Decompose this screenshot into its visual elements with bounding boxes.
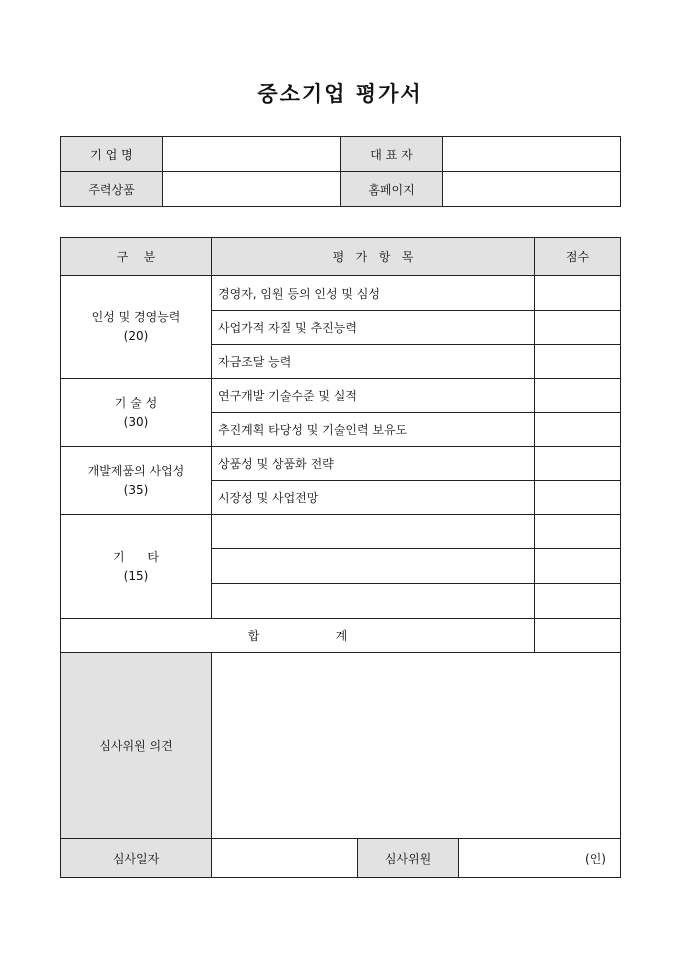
score-cell[interactable] bbox=[535, 584, 621, 619]
score-cell[interactable] bbox=[535, 276, 621, 311]
eval-item: 시장성 및 사업전망 bbox=[212, 481, 535, 515]
opinion-field[interactable] bbox=[212, 653, 621, 839]
seal-mark: (인) bbox=[585, 851, 606, 866]
company-name-label: 기 업 명 bbox=[61, 137, 163, 172]
ceo-label: 대 표 자 bbox=[341, 137, 443, 172]
eval-item: 상품성 및 상품화 전략 bbox=[212, 447, 535, 481]
homepage-label: 홈페이지 bbox=[341, 172, 443, 207]
score-cell[interactable] bbox=[535, 413, 621, 447]
eval-item[interactable] bbox=[212, 515, 535, 549]
page-title: 중소기업 평가서 bbox=[257, 81, 423, 106]
score-cell[interactable] bbox=[535, 515, 621, 549]
group-name: 개발제품의 사업성 bbox=[87, 463, 185, 478]
eval-item[interactable] bbox=[212, 549, 535, 584]
group-label bbox=[61, 379, 212, 447]
main-product-label: 주력상품 bbox=[61, 172, 163, 207]
group-label bbox=[61, 447, 212, 515]
group-points: (30) bbox=[123, 414, 149, 429]
company-info-table bbox=[60, 136, 621, 207]
opinion-label: 심사위원 의견 bbox=[61, 653, 212, 839]
reviewer-field[interactable] bbox=[459, 839, 620, 877]
group-label bbox=[61, 515, 212, 619]
eval-item: 연구개발 기술수준 및 실적 bbox=[212, 379, 535, 413]
score-cell[interactable] bbox=[535, 481, 621, 515]
company-name-field[interactable] bbox=[163, 137, 341, 172]
score-cell[interactable] bbox=[535, 447, 621, 481]
group-name: 기 타 bbox=[112, 549, 160, 564]
total-label: 합 계 bbox=[61, 619, 535, 653]
eval-item[interactable] bbox=[212, 584, 535, 619]
score-cell[interactable] bbox=[535, 379, 621, 413]
score-cell[interactable] bbox=[535, 549, 621, 584]
reviewer-label: 심사위원 bbox=[358, 839, 459, 877]
main-product-field[interactable] bbox=[163, 172, 341, 207]
eval-item: 사업가적 자질 및 추진능력 bbox=[212, 311, 535, 345]
score-cell[interactable] bbox=[535, 311, 621, 345]
group-name: 기 술 성 bbox=[114, 395, 158, 410]
signature-row bbox=[212, 839, 621, 878]
eval-item: 경영자, 임원 등의 인성 및 심성 bbox=[212, 276, 535, 311]
review-date-label: 심사일자 bbox=[61, 839, 212, 878]
homepage-field[interactable] bbox=[443, 172, 621, 207]
group-points: (15) bbox=[123, 568, 149, 583]
group-name: 인성 및 경영능력 bbox=[91, 310, 181, 324]
group-points: (20) bbox=[123, 329, 149, 343]
group-points: (35) bbox=[123, 482, 149, 497]
total-score-cell[interactable] bbox=[535, 619, 621, 653]
header-score: 점수 bbox=[535, 238, 621, 276]
eval-item: 자금조달 능력 bbox=[212, 345, 535, 379]
review-date-field[interactable] bbox=[212, 839, 358, 877]
evaluation-table bbox=[60, 237, 621, 878]
group-label bbox=[61, 276, 212, 379]
ceo-field[interactable] bbox=[443, 137, 621, 172]
header-category: 구 분 bbox=[61, 238, 212, 276]
eval-item: 추진계획 타당성 및 기술인력 보유도 bbox=[212, 413, 535, 447]
header-items: 평 가 항 목 bbox=[212, 238, 535, 276]
score-cell[interactable] bbox=[535, 345, 621, 379]
